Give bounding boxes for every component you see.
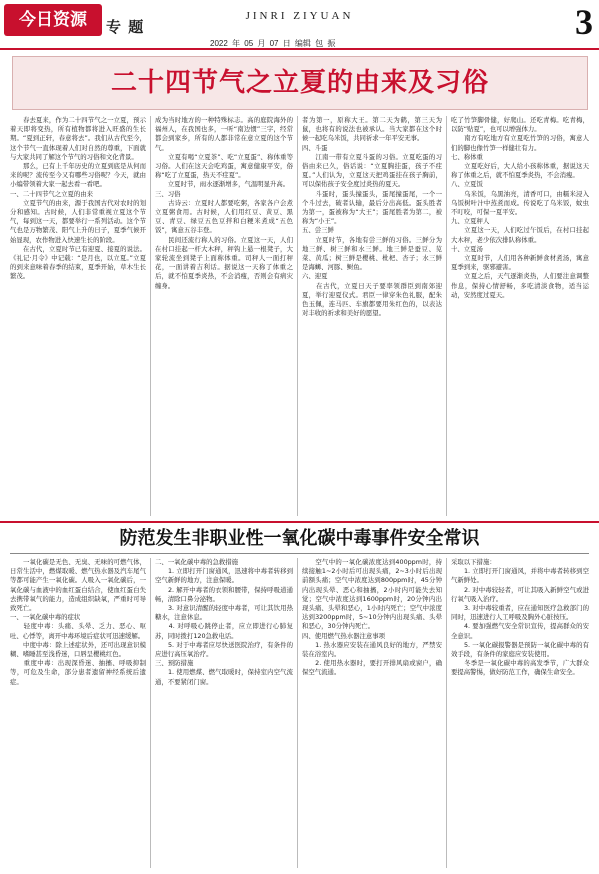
headline-underline xyxy=(10,553,589,554)
column-divider xyxy=(150,558,151,868)
column-divider xyxy=(446,558,447,868)
column-divider xyxy=(297,116,298,516)
section-rule xyxy=(0,521,599,523)
article2-column-2: 二、一氧化碳中毒的急救措施 1. 立即打开门窗通风，迅速将中毒者转移到空气新鲜的地方，注意保暖。 2. 解开中毒者的衣领和腰带，保持呼吸道通畅，清除口鼻分泌物。 3. 对意识清醒的轻度中毒者，可让其饮用热糖水，注意休息。 4. 对呼吸心跳停止者，应立即进行心肺复苏，同时拨打120急救电话。 5. 对于中毒者应尽快送医院治疗，有条件的应进行高压氧治疗。 三、预防措施 1. 使用燃煤、燃气取暖时，保持室内空气流通，不要紧闭门窗。 xyxy=(155,558,293,686)
dateline: 2022 年 05 月 07 日 编辑 包 振 xyxy=(210,39,336,48)
article1-column-4: 吃了竹笋脚骨健，好爬山。还吃青梅。吃青梅，以防“贴夏”，也可以增强体力。 南方有吃地方有立夏吃竹笋的习俗，寓意人们的脚也像竹笋一样健壮有力。 七、称体重 立夏吃好后，大人给小孩称体重，据说这天称了体重之后，就不怕夏季炎热，不会消瘦。 八、立夏饭 乌米饭，乌黑油亮，清香可口，由糯米浸入乌饭树叶汁中蒸煮而成。传说吃了乌米饭，蚊虫不叮咬，可保一夏平安。 九、立夏秤人 立夏这一天，人们吃过午饭后，在村口挂起大木秤，老少依次排队称体重。 十、立夏汤 立夏时节，人们用各种新鲜食材煮汤，寓意夏季到来，驱邪避害。 立夏之后，天气逐渐炎热，人们要注意调整作息，保持心情舒畅，多吃清淡食物，适当运动，安然度过夏天。 xyxy=(451,116,589,299)
article2-column-1: 一氧化碳是无色、无臭、无味的可燃气体，日常生活中，燃煤取暖、燃气热水器及汽车尾气等都可能产生一氧化碳。人吸入一氧化碳后，一氧化碳与血液中的血红蛋白结合，使血红蛋白失去携带氧气的能力，造成组织缺氧，严重时可导致死亡。 一、一氧化碳中毒的症状 轻度中毒：头痛、头晕、乏力、恶心、呕吐、心悸等，离开中毒环境后症状可迅速缓解。 中度中毒：除上述症状外，还可出现意识模糊、嗜睡甚至浅昏迷，口唇呈樱桃红色。 重度中毒：出现深昏迷、抽搐、呼吸抑制等，可危及生命，部分患者遗留神经系统后遗症。 xyxy=(10,558,146,686)
newspaper-logo: 今日资源 xyxy=(4,4,102,36)
column-divider xyxy=(297,558,298,868)
page-number: 3 xyxy=(575,2,593,42)
article1-headline-box xyxy=(12,56,588,110)
paper-name: JINRI ZIYUAN xyxy=(245,10,354,22)
article2-column-3: 空气中的一氧化碳浓度达到400ppm时，持续接触1~2小时后可出现头痛，2~3小时后出现前额头痛；空气中浓度达到800ppm时，45分钟内出现头晕、恶心和抽搐，2小时内可能失去知觉；空气中浓度达到1600ppm时，20分钟内出现头痛、头晕和恶心，1小时内死亡；空气中浓度达到3200ppm时，5~10分钟内出现头痛、头晕和恶心，30分钟内死亡。 四、使用燃气热水器注意事项 1. 热水器应安装在通风良好的地方，严禁安装在浴室内。 2. 使用热水器时，要打开排风扇或窗户，确保空气流通。 xyxy=(302,558,442,677)
article2-column-4: 采取以下措施： 1. 立即打开门窗通风，并将中毒者转移到空气新鲜处。 2. 对中毒较轻者，可让其吸入新鲜空气或进行氧气吸入治疗。 3. 对中毒较重者，应在通知医疗急救部门的同时，迅速进行人工呼吸及胸外心脏按压。 4. 要加强燃气安全常识宣传，提高群众的安全意识。 5. 一氧化碳报警器是预防一氧化碳中毒的有效手段，有条件的家庭应安装使用。 冬季是一氧化碳中毒的高发季节，广大群众要提高警惕，做好防范工作，确保生命安全。 xyxy=(451,558,589,677)
article2-headline: 防范发生非职业性一氧化碳中毒事件安全常识 xyxy=(119,528,480,549)
article1-column-3: 者为第一，原称大王。第二天为鹤，第三天为鼠，也将有的说法也被承认。当大家都在这个时候一起吃乌米饭，共同祈求一年平安无事。 四、斗蛋 江南一带有立夏斗蛋的习俗。立夏吃蛋的习俗由来已久，俗话说：“立夏胸挂蛋，孩子不疰夏。”人们认为，立夏这天把鸡蛋挂在孩子胸前，可以保佑孩子安全度过炎热的夏天。 斗蛋时，蛋头撞蛋头，蛋尾撞蛋尾，一个一个斗过去，破者认输，最后分出高低。蛋头胜者为第一，蛋被称为“大王”；蛋尾胜者为第二，被称为“小王”。 五、尝三鲜 立夏时节，各地有尝三鲜的习俗。三鲜分为地三鲜、树三鲜和水三鲜。地三鲜是蚕豆、苋菜、黄瓜；树三鲜是樱桃、枇杷、杏子；水三鲜是海蛳、河豚、鲥鱼。 六、迎夏 在古代，立夏日天子要率领群臣到南郊迎夏，举行迎夏仪式。君臣一律穿朱色礼服，配朱色玉佩，连马匹、车旗都要用朱红色的，以表达对丰收的祈求和美好的愿望。 xyxy=(302,116,442,318)
column-divider xyxy=(446,116,447,516)
column-divider xyxy=(150,116,151,516)
article1-headline: 二十四节气之立夏的由来及习俗 xyxy=(110,68,489,98)
column-name: 专 题 xyxy=(106,18,145,36)
masthead xyxy=(0,0,599,50)
article1-column-1: 春去夏来，作为二十四节气之一立夏，预示着天即将变热，所有植物都将进入旺盛的生长期。“夏到正轩，春意将去”。我们从古代至今，这个节气一直体现着人们对自然的尊重，下面就与大家共同了解这个节气的习俗和文化背景。 那么，已有上千年历史的立夏到底是从何而来的呢？流传至今又有哪些习俗呢？今天，就由小编带领着大家一起去看一看吧。 一、二十四节气之立夏的由来 立夏节气的由来，源于我国古代对农时的划分和感知。古时候，人们非常重视立夏这个节气，每到这一天，都要举行一系列活动。这个节气也是万物繁茂、阳气上升的日子，夏季气候开始显现，农作物进入快速生长的阶段。 在古代，立夏时节已有迎夏、接夏的说法。《礼记·月令》中记载：“是月也，以立夏。”立夏的到来意味着春季的结束，夏季开始，草木生长繁茂。 xyxy=(10,116,146,281)
top-rule xyxy=(0,48,599,50)
article1-column-2: 成为当时地方的一种特殊标志。高的庭院海外的福州人，在我国也多，一听“南边惯”三字，经常都会到家乡，所有的人都非常在意立夏的这个节气。 立夏有喝“立夏茶”、吃“立夏蛋”、称体重等习俗。人们在这天会吃鸡蛋，寓意健康平安，俗称“吃了立夏蛋，热天不疰夏”。 立夏时节，雨水逐渐增多，气温明显升高。 三、习俗 古诗云：立夏时人都要吃粥，各家各户会煮立夏粥食用。古时候，人们用红豆、黄豆、黑豆、青豆、绿豆五色豆拌和白粳米煮成“五色饭”，寓意五谷丰登。 民间还流行称人的习俗。立夏这一天，人们在村口挂起一杆大木秤，秤钩上悬一根凳子，大家轮流坐到凳子上面称体重。司秤人一面打秤花，一面讲着吉利话。据说这一天称了体重之后，就不怕夏季炎热，不会消瘦，否则会有病灾缠身。 xyxy=(155,116,293,290)
